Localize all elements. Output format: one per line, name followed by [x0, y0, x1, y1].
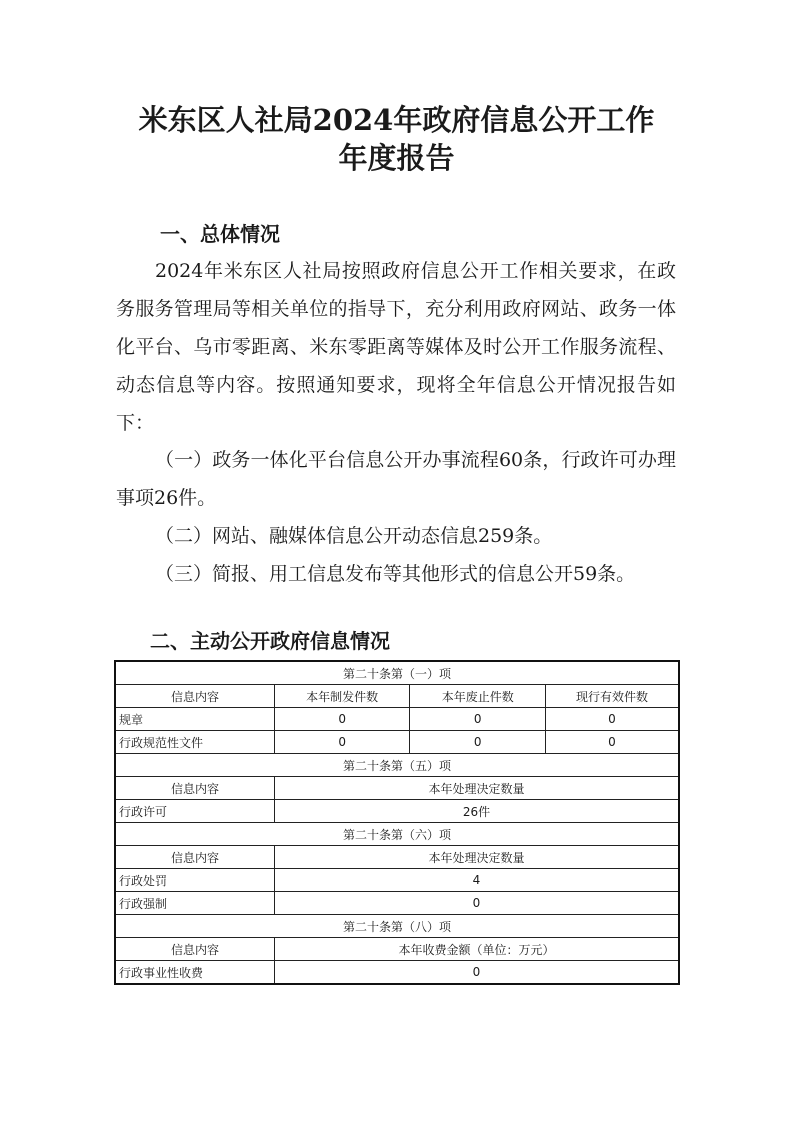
disclosure-table [114, 660, 680, 985]
section1-heading: 一、总体情况 [160, 222, 280, 246]
table-section-row [115, 823, 679, 846]
table-row [115, 731, 679, 754]
table-header-row [115, 777, 679, 800]
table-section-row [115, 915, 679, 938]
row-label: 行政规范性文件 [115, 731, 274, 754]
doc-title-line1: 米东区人社局2024年政府信息公开工作 [138, 103, 655, 137]
cell-value: 4 [274, 869, 679, 892]
section-title-art20-5: 第二十条第（五）项 [115, 754, 679, 777]
section1-paragraph: 2024年米东区人社局按照政府信息公开工作相关要求，在政务服务管理局等相关单位的指导下，充分利用政府网站、政务一体化平台、乌市零距离、米东零距离等媒体及时公开工作服务流程、动态信息等内容。按照通知要求，现将全年信息公开情况报告如下： [116, 260, 676, 434]
cell-value: 0 [274, 961, 679, 985]
table-row [115, 892, 679, 915]
row-label: 行政处罚 [115, 869, 274, 892]
cell-value: 26件 [274, 800, 679, 823]
section-title-art20-6: 第二十条第（六）项 [115, 823, 679, 846]
header-cell: 现行有效件数 [545, 685, 679, 708]
doc-title-line2: 年度报告 [338, 141, 455, 175]
cell-valid: 0 [545, 731, 679, 754]
table-header-row [115, 685, 679, 708]
cell-value: 0 [274, 892, 679, 915]
section1-item-1: （一）政务一体化平台信息公开办事流程60条，行政许可办理事项26件。 [116, 449, 676, 509]
cell-abolished: 0 [410, 731, 546, 754]
table-section-row [115, 661, 679, 685]
header-cell: 本年处理决定数量 [274, 777, 679, 800]
row-label: 规章 [115, 708, 274, 731]
table-section-row [115, 754, 679, 777]
table-row [115, 800, 679, 823]
table-header-row [115, 938, 679, 961]
header-cell: 信息内容 [115, 938, 274, 961]
header-cell: 信息内容 [115, 685, 274, 708]
header-cell: 本年处理决定数量 [274, 846, 679, 869]
header-cell: 信息内容 [115, 777, 274, 800]
table-row [115, 708, 679, 731]
header-cell: 本年收费金额（单位：万元） [274, 938, 679, 961]
section1-item-2: （二）网站、融媒体信息公开动态信息259条。 [155, 525, 553, 547]
section1-item-3: （三）简报、用工信息发布等其他形式的信息公开59条。 [155, 563, 636, 585]
cell-issued: 0 [274, 731, 410, 754]
header-cell: 本年废止件数 [410, 685, 546, 708]
section-title-art20-1: 第二十条第（一）项 [115, 661, 679, 685]
table-row [115, 869, 679, 892]
table-header-row [115, 846, 679, 869]
header-cell: 信息内容 [115, 846, 274, 869]
section2-heading: 二、主动公开政府信息情况 [150, 629, 390, 653]
cell-valid: 0 [545, 708, 679, 731]
row-label: 行政强制 [115, 892, 274, 915]
table-row [115, 961, 679, 985]
header-cell: 本年制发件数 [274, 685, 410, 708]
section-title-art20-8: 第二十条第（八）项 [115, 915, 679, 938]
row-label: 行政许可 [115, 800, 274, 823]
cell-abolished: 0 [410, 708, 546, 731]
row-label: 行政事业性收费 [115, 961, 274, 985]
cell-issued: 0 [274, 708, 410, 731]
